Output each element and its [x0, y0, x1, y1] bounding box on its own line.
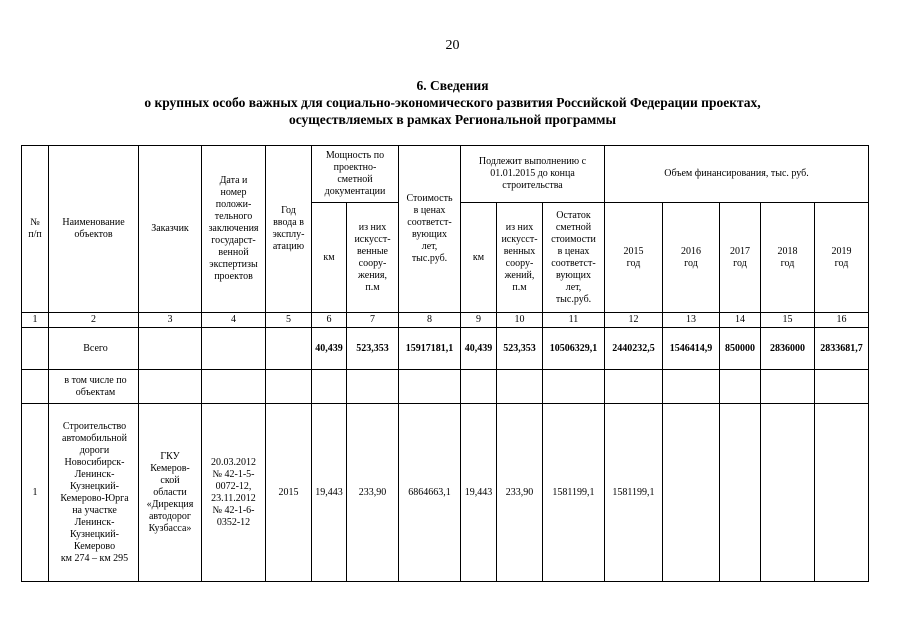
- header-num: № п/п: [22, 146, 49, 313]
- title-line-2: о крупных особо важных для социально-экономического развития Российской Федерации проектах,: [144, 95, 761, 110]
- subheader-cell: [815, 370, 869, 404]
- column-number: 13: [663, 313, 720, 328]
- row-rem-cost: 1581199,1: [543, 404, 605, 582]
- header-year-commission: Год ввода в эксплу- атацию: [266, 146, 312, 313]
- subheader-label: в том числе по объектам: [49, 370, 139, 404]
- header-rem-struct: из них искусст- венных соору- жений, п.м: [497, 203, 543, 313]
- header-remaining-group: Подлежит выполнению с 01.01.2015 до конца строительства: [461, 146, 605, 203]
- subheader-cell: [399, 370, 461, 404]
- row-year-commission: 2015: [266, 404, 312, 582]
- header-year-2018: 2018 год: [761, 203, 815, 313]
- header-year-2015: 2015 год: [605, 203, 663, 313]
- subheader-cell: [543, 370, 605, 404]
- subheader-row: [22, 370, 869, 404]
- title-line-1: 6. Сведения: [416, 78, 489, 93]
- header-year-2016: 2016 год: [663, 203, 720, 313]
- projects-table: [21, 145, 869, 582]
- row-2019: [815, 404, 869, 582]
- total-cost: 15917181,1: [399, 328, 461, 370]
- subheader-cell: [347, 370, 399, 404]
- column-number: 2: [49, 313, 139, 328]
- total-2017: 850000: [720, 328, 761, 370]
- subheader-cell: [605, 370, 663, 404]
- total-row: [22, 328, 869, 370]
- row-2017: [720, 404, 761, 582]
- subheader-cell: [720, 370, 761, 404]
- total-rem-km: 40,439: [461, 328, 497, 370]
- subheader-cell: [461, 370, 497, 404]
- header-year-2017: 2017 год: [720, 203, 761, 313]
- column-number: 14: [720, 313, 761, 328]
- header-customer: Заказчик: [139, 146, 202, 313]
- column-number: 5: [266, 313, 312, 328]
- column-number-row: [22, 313, 869, 328]
- header-rem-km: км: [461, 203, 497, 313]
- row-object-name: Строительство автомобильной дороги Новосибирск- Ленинск- Кузнецкий- Кемерово-Юрга на участке Ленинск- Кузнецкий- Кемерово км 274 – км 295: [49, 404, 139, 582]
- column-number: 1: [22, 313, 49, 328]
- header-expertise: Дата и номер положи- тельного заключения государст- венной экспертизы проектов: [202, 146, 266, 313]
- row-expertise: 20.03.2012 № 42-1-5- 0072-12, 23.11.2012 № 42-1-6- 0352-12: [202, 404, 266, 582]
- table-row: [22, 404, 869, 582]
- subheader-cell: [497, 370, 543, 404]
- row-2016: [663, 404, 720, 582]
- total-rem-struct: 523,353: [497, 328, 543, 370]
- row-rem-km: 19,443: [461, 404, 497, 582]
- total-year: [266, 328, 312, 370]
- document-title: [0, 77, 905, 128]
- page-number: 20: [445, 38, 460, 53]
- total-label: Всего: [49, 328, 139, 370]
- header-cost: Стоимость в ценах соответст- вующих лет, тыс.руб.: [399, 146, 461, 313]
- row-cap-km: 19,443: [312, 404, 347, 582]
- row-rem-struct: 233,90: [497, 404, 543, 582]
- total-cap-km: 40,439: [312, 328, 347, 370]
- column-number: 11: [543, 313, 605, 328]
- subheader-num: [22, 370, 49, 404]
- column-number: 6: [312, 313, 347, 328]
- header-capacity-group: Мощность по проектно- сметной документации: [312, 146, 399, 203]
- column-number: 16: [815, 313, 869, 328]
- title-line-3: осуществляемых в рамках Региональной программы: [288, 112, 617, 127]
- row-2018: [761, 404, 815, 582]
- column-number: 10: [497, 313, 543, 328]
- row-customer: ГКУ Кемеров- ской области «Дирекция автодорог Кузбасса»: [139, 404, 202, 582]
- header-row-1: [22, 146, 869, 203]
- subheader-cell: [761, 370, 815, 404]
- header-rem-cost: Остаток сметной стоимости в ценах соответст- вующих лет, тыс.руб.: [543, 203, 605, 313]
- total-2015: 2440232,5: [605, 328, 663, 370]
- row-cap-struct: 233,90: [347, 404, 399, 582]
- column-number: 3: [139, 313, 202, 328]
- total-customer: [139, 328, 202, 370]
- column-number: 8: [399, 313, 461, 328]
- header-name: Наименование объектов: [49, 146, 139, 313]
- header-financing-group: Объем финансирования, тыс. руб.: [605, 146, 869, 203]
- header-year-2019: 2019 год: [815, 203, 869, 313]
- column-number: 9: [461, 313, 497, 328]
- subheader-cell: [266, 370, 312, 404]
- column-number: 15: [761, 313, 815, 328]
- total-rem-cost: 10506329,1: [543, 328, 605, 370]
- header-cap-km: км: [312, 203, 347, 313]
- column-number: 12: [605, 313, 663, 328]
- total-2018: 2836000: [761, 328, 815, 370]
- column-number: 7: [347, 313, 399, 328]
- row-2015: 1581199,1: [605, 404, 663, 582]
- total-2016: 1546414,9: [663, 328, 720, 370]
- total-2019: 2833681,7: [815, 328, 869, 370]
- total-cap-struct: 523,353: [347, 328, 399, 370]
- subheader-cell: [202, 370, 266, 404]
- column-number: 4: [202, 313, 266, 328]
- subheader-cell: [663, 370, 720, 404]
- subheader-cell: [139, 370, 202, 404]
- header-cap-struct: из них искусст- венные соору- жения, п.м: [347, 203, 399, 313]
- total-num: [22, 328, 49, 370]
- total-expertise: [202, 328, 266, 370]
- subheader-cell: [312, 370, 347, 404]
- row-num: 1: [22, 404, 49, 582]
- row-cost: 6864663,1: [399, 404, 461, 582]
